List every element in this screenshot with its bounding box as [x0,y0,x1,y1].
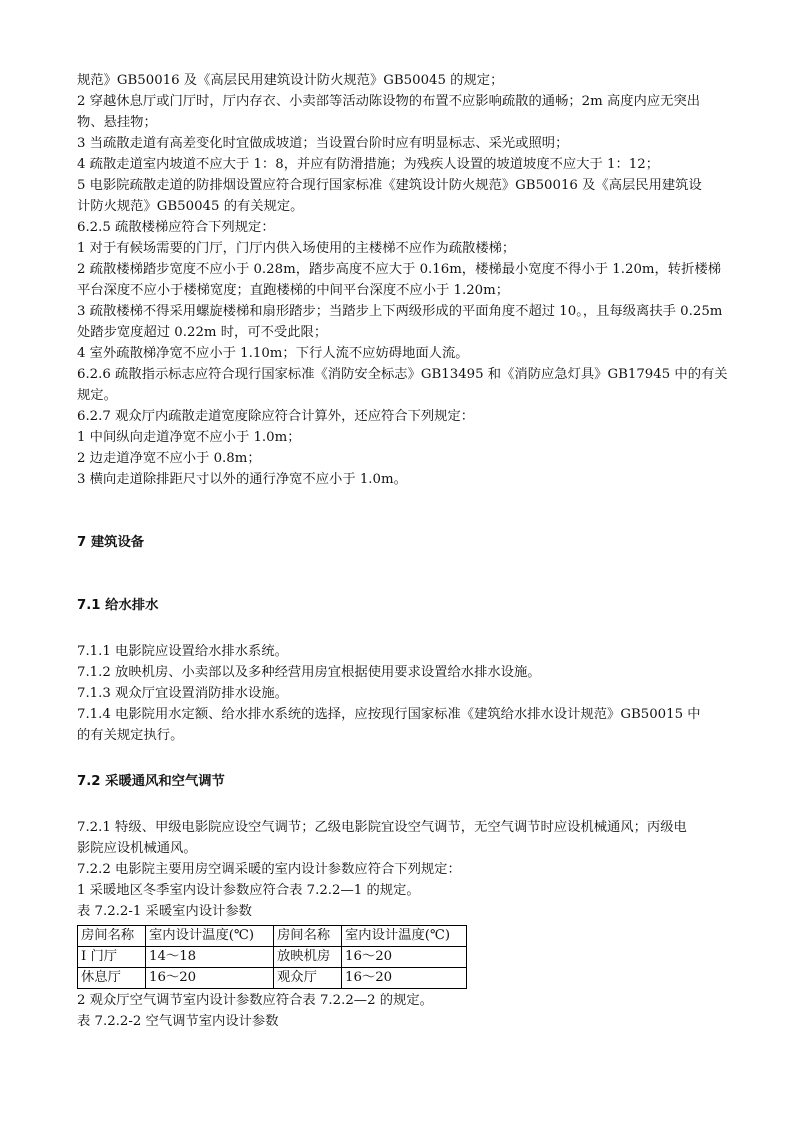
text-line: 1 采暖地区冬季室内设计参数应符合表 7.2.2—1 的规定。 [77,883,420,898]
table-cell: 16～20 [146,968,274,989]
table-cell: 放映机房 [274,947,342,968]
section-7-1-text [77,641,737,746]
text-line: 处踏步宽度超过 0.22m 时，可不受此限； [77,325,328,340]
text-line: 1 中间纵向走道净宽不应小于 1.0m； [77,430,301,445]
text-line: 规定。 [77,388,117,403]
text-line: 平台深度不应小于楼梯宽度；直跑楼梯的中间平台深度不应小于 1.20m； [77,283,510,298]
text-line: 6.2.7 观众厅内疏散走道宽度除应符合计算外，还应符合下列规定： [77,409,475,424]
text-line: 规范》GB50016 及《高层民用建筑设计防火规范》GB50045 的规定； [77,73,504,88]
table-header-cell: 房间名称 [274,926,342,947]
text-line: 3 横向走道除排距尺寸以外的通行净宽不应小于 1.0m。 [77,472,407,487]
heading-section-7-1: 7.1 给水排水 [77,598,159,613]
text-line: 2 疏散楼梯踏步宽度不应小于 0.28m，踏步高度不应大于 0.16m，楼梯最小宽度不得小于 1.20m，转折楼梯 [77,262,721,277]
section-6-2-text [77,70,737,490]
table-header-cell: 室内设计温度(℃) [342,926,467,947]
heating-design-table [77,925,467,989]
text-line: 7.1.4 电影院用水定额、给水排水系统的选择，应按现行国家标准《建筑给水排水设计规范》GB50015 中 [77,707,701,722]
text-line: 1 对于有候场需要的门厅，门厅内供入场使用的主楼梯不应作为疏散楼梯； [77,241,516,256]
text-line: 物、悬挂物； [77,115,157,130]
text-line: 7.1.3 观众厅宜设置消防排水设施。 [77,686,288,701]
text-line: 4 室外疏散梯净宽不应小于 1.10m；下行人流不应妨碍地面人流。 [77,346,469,361]
text-line: 4 疏散走道室内坡道不应大于 1：8，并应有防滑措施；为残疾人设置的坡道坡度不应大于 1：12； [77,157,660,172]
table-header-row [78,926,467,947]
table-header-cell: 室内设计温度(℃) [146,926,274,947]
table-caption: 表 7.2.2-1 采暖室内设计参数 [77,904,252,919]
text-line: 7.2.2 电影院主要用房空调采暖的室内设计参数应符合下列规定： [77,862,461,877]
text-line: 6.2.6 疏散指示标志应符合现行国家标准《消防安全标志》GB13495 和《消防应急灯具》GB17945 中的有关 [77,367,728,382]
text-line: 7.1.2 放映机房、小卖部以及多种经营用房宜根据使用要求设置给水排水设施。 [77,665,541,680]
section-7-2-text [77,817,737,922]
table-cell: 16～20 [342,968,467,989]
text-line: 影院应设机械通风。 [77,841,197,856]
table-caption: 表 7.2.2-2 空气调节室内设计参数 [77,1014,279,1029]
text-line: 3 当疏散走道有高差变化时宜做成坡道；当设置台阶时应有明显标志、采光或照明； [77,136,569,151]
table-header-cell: 房间名称 [78,926,146,947]
text-line: 5 电影院疏散走道的防排烟设置应符合现行国家标准《建筑设计防火规范》GB50016 及《高层民用建筑设 [77,178,702,193]
table-cell: 观众厅 [274,968,342,989]
text-line: 7.1.1 电影院应设置给水排水系统。 [77,644,288,659]
table-cell: I 门厅 [78,947,146,968]
table-cell: 14～18 [146,947,274,968]
heading-chapter-7: 7 建筑设备 [77,535,145,550]
heading-section-7-2: 7.2 采暖通风和空气调节 [77,774,225,789]
text-line: 计防火规范》GB50045 的有关规定。 [77,199,304,214]
text-line: 3 疏散楼梯不得采用螺旋楼梯和扇形踏步；当踏步上下两级形成的平面角度不超过 10。，且每级离扶手 0.25m [77,304,723,319]
table-cell: 休息厅 [78,968,146,989]
section-7-2-text-continued [77,990,737,1032]
text-line: 的有关规定执行。 [77,728,184,743]
table-row [78,968,467,989]
table-cell: 16～20 [342,947,467,968]
text-line: 7.2.1 特级、甲级电影院应设空气调节；乙级电影院宜设空气调节，无空气调节时应设机械通风；丙级电 [77,820,687,835]
table-row [78,947,467,968]
text-line: 2 穿越休息厅或门厅时，厅内存衣、小卖部等活动陈设物的布置不应影响疏散的通畅；2m 高度内应无突出 [77,94,701,109]
text-line: 6.2.5 疏散楼梯应符合下列规定： [77,220,275,235]
text-line: 2 观众厅空气调节室内设计参数应符合表 7.2.2—2 的规定。 [77,993,433,1008]
document-page [77,70,737,1032]
text-line: 2 边走道净宽不应小于 0.8m； [77,451,261,466]
